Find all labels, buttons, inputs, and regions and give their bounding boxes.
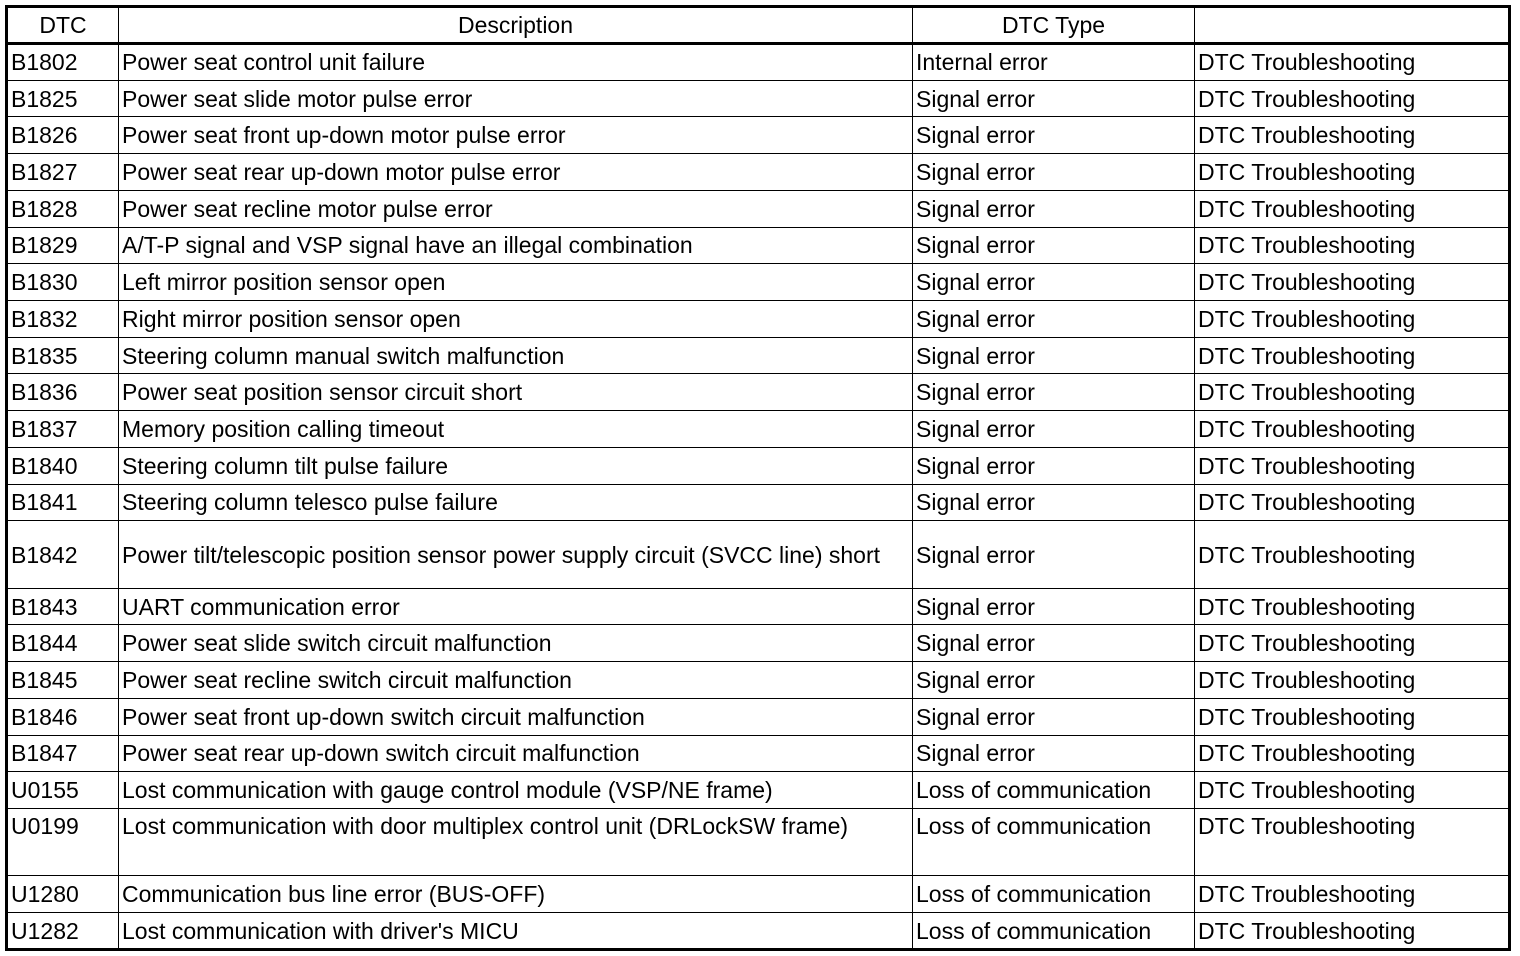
dtc-code-cell: B1832	[7, 301, 119, 338]
dtc-code-cell: B1836	[7, 374, 119, 411]
troubleshooting-link[interactable]: DTC Troubleshooting	[1195, 735, 1510, 772]
description-cell: Steering column manual switch malfunction	[119, 337, 913, 374]
dtc-code-cell: B1802	[7, 44, 119, 81]
dtc-type-cell: Signal error	[913, 80, 1195, 117]
description-cell: Steering column tilt pulse failure	[119, 447, 913, 484]
dtc-code-cell: B1846	[7, 698, 119, 735]
description-cell: Power seat control unit failure	[119, 44, 913, 81]
description-cell: Power seat front up-down switch circuit malfunction	[119, 698, 913, 735]
troubleshooting-link[interactable]: DTC Troubleshooting	[1195, 772, 1510, 809]
dtc-table	[5, 5, 1511, 951]
troubleshooting-link[interactable]: DTC Troubleshooting	[1195, 662, 1510, 699]
header-description: Description	[119, 7, 913, 44]
dtc-type-cell: Signal error	[913, 227, 1195, 264]
description-cell: Power tilt/telescopic position sensor power supply circuit (SVCC line) short	[119, 521, 913, 588]
dtc-code-cell: B1840	[7, 447, 119, 484]
dtc-code-cell: B1837	[7, 411, 119, 448]
dtc-type-cell: Signal error	[913, 588, 1195, 625]
description-cell: Lost communication with driver's MICU	[119, 913, 913, 950]
dtc-type-cell: Signal error	[913, 625, 1195, 662]
dtc-type-cell: Signal error	[913, 698, 1195, 735]
table-row	[7, 44, 1510, 81]
description-cell: Steering column telesco pulse failure	[119, 484, 913, 521]
dtc-type-cell: Signal error	[913, 735, 1195, 772]
description-cell: Power seat position sensor circuit short	[119, 374, 913, 411]
description-cell: Left mirror position sensor open	[119, 264, 913, 301]
dtc-type-cell: Signal error	[913, 521, 1195, 588]
dtc-code-cell: B1842	[7, 521, 119, 588]
dtc-type-cell: Signal error	[913, 447, 1195, 484]
troubleshooting-link[interactable]: DTC Troubleshooting	[1195, 374, 1510, 411]
dtc-code-cell: B1841	[7, 484, 119, 521]
dtc-type-cell: Signal error	[913, 374, 1195, 411]
description-cell: A/T-P signal and VSP signal have an illegal combination	[119, 227, 913, 264]
dtc-table-container	[5, 5, 1508, 951]
table-row	[7, 735, 1510, 772]
dtc-type-cell: Loss of communication	[913, 772, 1195, 809]
table-row	[7, 662, 1510, 699]
description-cell: Memory position calling timeout	[119, 411, 913, 448]
dtc-code-cell: U1282	[7, 913, 119, 950]
dtc-type-cell: Signal error	[913, 154, 1195, 191]
dtc-type-cell: Signal error	[913, 264, 1195, 301]
troubleshooting-link[interactable]: DTC Troubleshooting	[1195, 117, 1510, 154]
table-row	[7, 374, 1510, 411]
dtc-table-body	[7, 44, 1510, 950]
description-cell: Power seat slide switch circuit malfunction	[119, 625, 913, 662]
dtc-type-cell: Signal error	[913, 117, 1195, 154]
troubleshooting-link[interactable]: DTC Troubleshooting	[1195, 588, 1510, 625]
dtc-code-cell: U0155	[7, 772, 119, 809]
table-row	[7, 588, 1510, 625]
table-row	[7, 447, 1510, 484]
description-cell: UART communication error	[119, 588, 913, 625]
dtc-type-cell: Loss of communication	[913, 876, 1195, 913]
table-row	[7, 772, 1510, 809]
description-cell: Power seat recline motor pulse error	[119, 190, 913, 227]
troubleshooting-link[interactable]: DTC Troubleshooting	[1195, 876, 1510, 913]
dtc-code-cell: B1826	[7, 117, 119, 154]
troubleshooting-link[interactable]: DTC Troubleshooting	[1195, 913, 1510, 950]
table-row	[7, 484, 1510, 521]
dtc-code-cell: B1827	[7, 154, 119, 191]
dtc-type-cell: Signal error	[913, 337, 1195, 374]
troubleshooting-link[interactable]: DTC Troubleshooting	[1195, 484, 1510, 521]
table-row	[7, 876, 1510, 913]
description-cell: Power seat front up-down motor pulse error	[119, 117, 913, 154]
troubleshooting-link[interactable]: DTC Troubleshooting	[1195, 447, 1510, 484]
dtc-code-cell: U1280	[7, 876, 119, 913]
dtc-code-cell: B1847	[7, 735, 119, 772]
troubleshooting-link[interactable]: DTC Troubleshooting	[1195, 154, 1510, 191]
header-dtc-type: DTC Type	[913, 7, 1195, 44]
description-cell: Right mirror position sensor open	[119, 301, 913, 338]
troubleshooting-link[interactable]: DTC Troubleshooting	[1195, 80, 1510, 117]
description-cell: Power seat recline switch circuit malfunction	[119, 662, 913, 699]
troubleshooting-link[interactable]: DTC Troubleshooting	[1195, 808, 1510, 875]
table-row	[7, 264, 1510, 301]
header-dtc: DTC	[7, 7, 119, 44]
table-row	[7, 117, 1510, 154]
dtc-code-cell: B1844	[7, 625, 119, 662]
table-header-row	[7, 7, 1510, 44]
table-row	[7, 154, 1510, 191]
dtc-code-cell: B1828	[7, 190, 119, 227]
dtc-type-cell: Loss of communication	[913, 913, 1195, 950]
table-row	[7, 190, 1510, 227]
table-row	[7, 301, 1510, 338]
description-cell: Power seat rear up-down switch circuit malfunction	[119, 735, 913, 772]
troubleshooting-link[interactable]: DTC Troubleshooting	[1195, 44, 1510, 81]
dtc-type-cell: Signal error	[913, 190, 1195, 227]
dtc-code-cell: B1830	[7, 264, 119, 301]
dtc-code-cell: B1843	[7, 588, 119, 625]
troubleshooting-link[interactable]: DTC Troubleshooting	[1195, 521, 1510, 588]
dtc-type-cell: Signal error	[913, 484, 1195, 521]
description-cell: Communication bus line error (BUS-OFF)	[119, 876, 913, 913]
troubleshooting-link[interactable]: DTC Troubleshooting	[1195, 337, 1510, 374]
dtc-type-cell: Loss of communication	[913, 808, 1195, 875]
troubleshooting-link[interactable]: DTC Troubleshooting	[1195, 264, 1510, 301]
table-row	[7, 913, 1510, 950]
description-cell: Power seat slide motor pulse error	[119, 80, 913, 117]
table-row	[7, 521, 1510, 588]
description-cell: Lost communication with gauge control module (VSP/NE frame)	[119, 772, 913, 809]
description-cell: Lost communication with door multiplex control unit (DRLockSW frame)	[119, 808, 913, 875]
troubleshooting-link[interactable]: DTC Troubleshooting	[1195, 190, 1510, 227]
table-row	[7, 808, 1510, 875]
table-row	[7, 698, 1510, 735]
troubleshooting-link[interactable]: DTC Troubleshooting	[1195, 227, 1510, 264]
table-row	[7, 337, 1510, 374]
dtc-type-cell: Internal error	[913, 44, 1195, 81]
dtc-type-cell: Signal error	[913, 301, 1195, 338]
troubleshooting-link[interactable]: DTC Troubleshooting	[1195, 625, 1510, 662]
dtc-code-cell: B1829	[7, 227, 119, 264]
header-link	[1195, 7, 1510, 44]
troubleshooting-link[interactable]: DTC Troubleshooting	[1195, 301, 1510, 338]
dtc-code-cell: B1835	[7, 337, 119, 374]
table-row	[7, 80, 1510, 117]
dtc-code-cell: B1825	[7, 80, 119, 117]
troubleshooting-link[interactable]: DTC Troubleshooting	[1195, 698, 1510, 735]
description-cell: Power seat rear up-down motor pulse error	[119, 154, 913, 191]
dtc-type-cell: Signal error	[913, 662, 1195, 699]
dtc-type-cell: Signal error	[913, 411, 1195, 448]
dtc-code-cell: U0199	[7, 808, 119, 875]
table-row	[7, 411, 1510, 448]
table-row	[7, 625, 1510, 662]
troubleshooting-link[interactable]: DTC Troubleshooting	[1195, 411, 1510, 448]
dtc-code-cell: B1845	[7, 662, 119, 699]
table-row	[7, 227, 1510, 264]
